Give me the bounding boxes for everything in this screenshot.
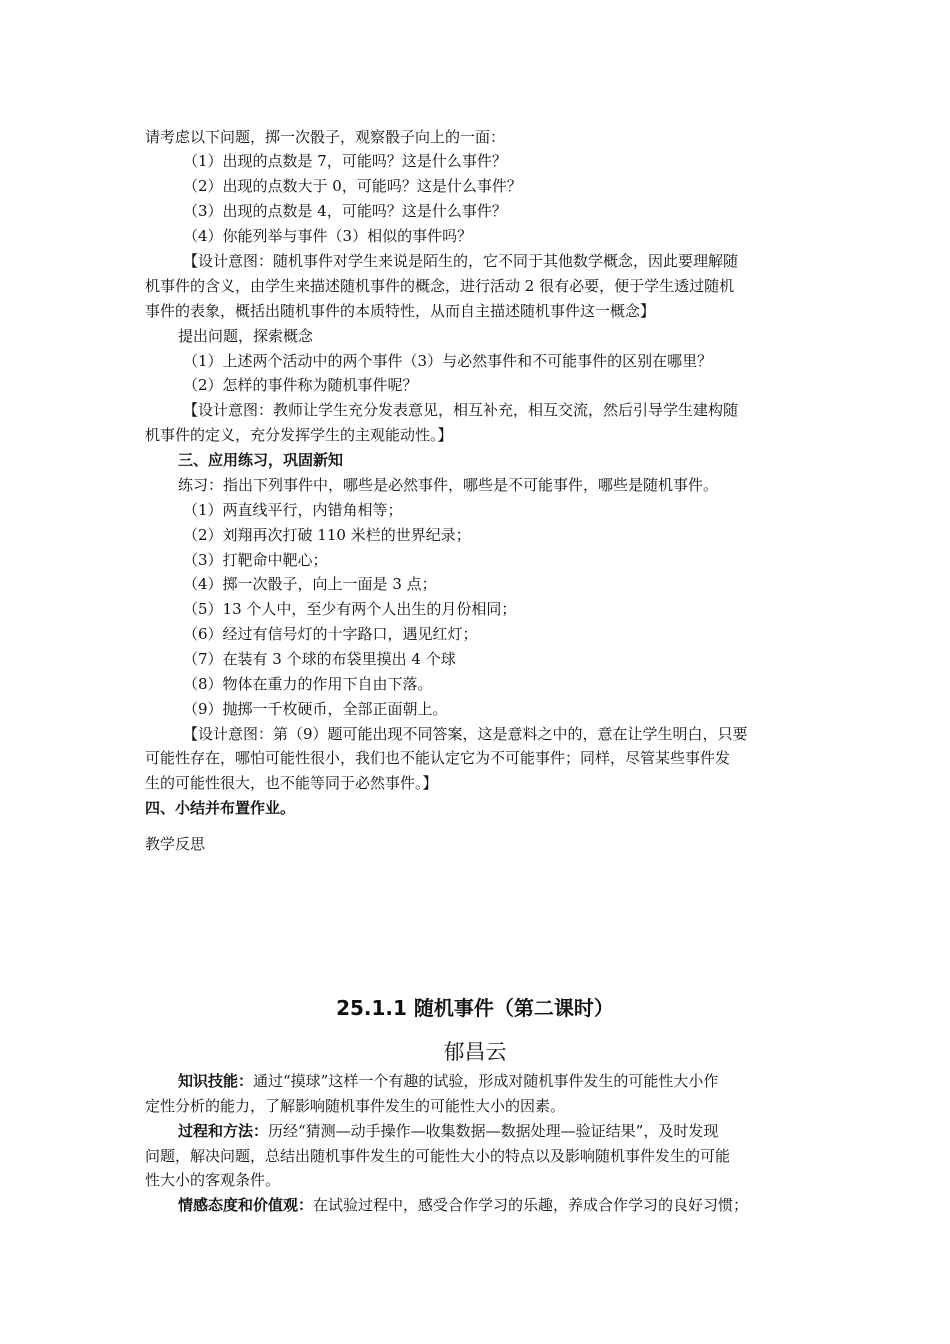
exercise-item: （5）13 个人中，至少有两个人出生的月份相同； xyxy=(183,600,517,618)
raise-question-text: 提出问题，探索概念 xyxy=(178,327,314,345)
section-heading: 四、小结并布置作业。 xyxy=(145,799,296,817)
question-item: （2）出现的点数大于 0，可能吗？这是什么事件？ xyxy=(183,177,522,195)
design-note-line: 【设计意图：随机事件对学生来说是陌生的，它不同于其他数学概念，因此要理解随 xyxy=(183,252,739,270)
author-name: 郁昌云 xyxy=(443,1040,507,1064)
question-item: （1）出现的点数是 7，可能吗？这是什么事件？ xyxy=(183,152,507,170)
exercise-item: （4）掷一次骰子，向上一面是 3 点； xyxy=(183,575,437,593)
objective-text-line: 问题，解决问题，总结出随机事件发生的可能性大小的特点以及影响随机事件发生的可能 xyxy=(145,1147,731,1165)
objective-text-line: 定性分析的能力，了解影响随机事件发生的可能性大小的因素。 xyxy=(145,1097,566,1115)
design-note-line: 【设计意图：第（9）题可能出现不同答案，这是意料之中的，意在让学生明白，只要 xyxy=(183,725,748,743)
exercise-item: （7）在装有 3 个球的布袋里摸出 4 个球 xyxy=(183,650,456,668)
reflection-label: 教学反思 xyxy=(145,835,206,853)
design-note-line: 机事件的含义，由学生来描述随机事件的概念，进行活动 2 很有必要，便于学生透过随机 xyxy=(145,277,735,295)
objective-label: 情感态度和价值观： xyxy=(178,1196,314,1214)
concept-question: （1）上述两个活动中的两个事件（3）与必然事件和不可能事件的区别在哪里？ xyxy=(183,352,713,370)
objective-text: 历经“猜测—动手操作—收集数据—数据处理—验证结果”，及时发现 xyxy=(268,1122,719,1140)
objective-knowledge xyxy=(178,1071,718,1091)
exercise-item: （9）抛掷一千枚硬币，全部正面朝上。 xyxy=(183,700,448,718)
exercise-item: （3）打靶命中靶心； xyxy=(183,551,328,569)
objective-process xyxy=(178,1121,718,1141)
objective-text-line: 性大小的客观条件。 xyxy=(145,1171,281,1189)
section-heading: 三、应用练习，巩固新知 xyxy=(178,451,344,469)
design-note-line: 【设计意图：教师让学生充分发表意见，相互补充，相互交流，然后引导学生建构随 xyxy=(183,401,739,419)
objective-label: 过程和方法： xyxy=(178,1122,269,1140)
exercise-item: （2）刘翔再次打破 110 米栏的世界纪录； xyxy=(183,526,471,544)
concept-question: （2）怎样的事件称为随机事件呢？ xyxy=(183,376,418,394)
design-note-line: 事件的表象，概括出随机事件的本质特性，从而自主描述随机事件这一概念】 xyxy=(145,302,656,320)
objective-label: 知识技能： xyxy=(178,1072,254,1090)
intro-text: 请考虑以下问题，掷一次骰子，观察骰子向上的一面： xyxy=(145,128,506,146)
exercise-item: （6）经过有信号灯的十字路口，遇见红灯； xyxy=(183,625,478,643)
objective-text: 通过“摸球”这样一个有趣的试验，形成对随机事件发生的可能性大小作 xyxy=(253,1072,719,1090)
lesson-title: 25.1.1 随机事件（第二课时） xyxy=(336,996,614,1020)
question-item: （4）你能列举与事件（3）相似的事件吗？ xyxy=(183,227,473,245)
exercise-item: （8）物体在重力的作用下自由下落。 xyxy=(183,675,433,693)
design-note-line: 生的可能性很大，也不能等同于必然事件。】 xyxy=(145,774,438,792)
question-item: （3）出现的点数是 4，可能吗？这是什么事件？ xyxy=(183,202,507,220)
design-note-line: 机事件的定义，充分发挥学生的主观能动性。】 xyxy=(145,426,453,444)
exercise-intro: 练习：指出下列事件中，哪些是必然事件，哪些是不可能事件，哪些是随机事件。 xyxy=(178,476,719,494)
design-note-line: 可能性存在，哪怕可能性很小，我们也不能认定它为不可能事件；同样，尽管某些事件发 xyxy=(145,749,731,767)
objective-attitude xyxy=(178,1195,748,1215)
objective-text: 在试验过程中，感受合作学习的乐趣，养成合作学习的良好习惯； xyxy=(313,1196,749,1214)
exercise-item: （1）两直线平行，内错角相等； xyxy=(183,501,403,519)
